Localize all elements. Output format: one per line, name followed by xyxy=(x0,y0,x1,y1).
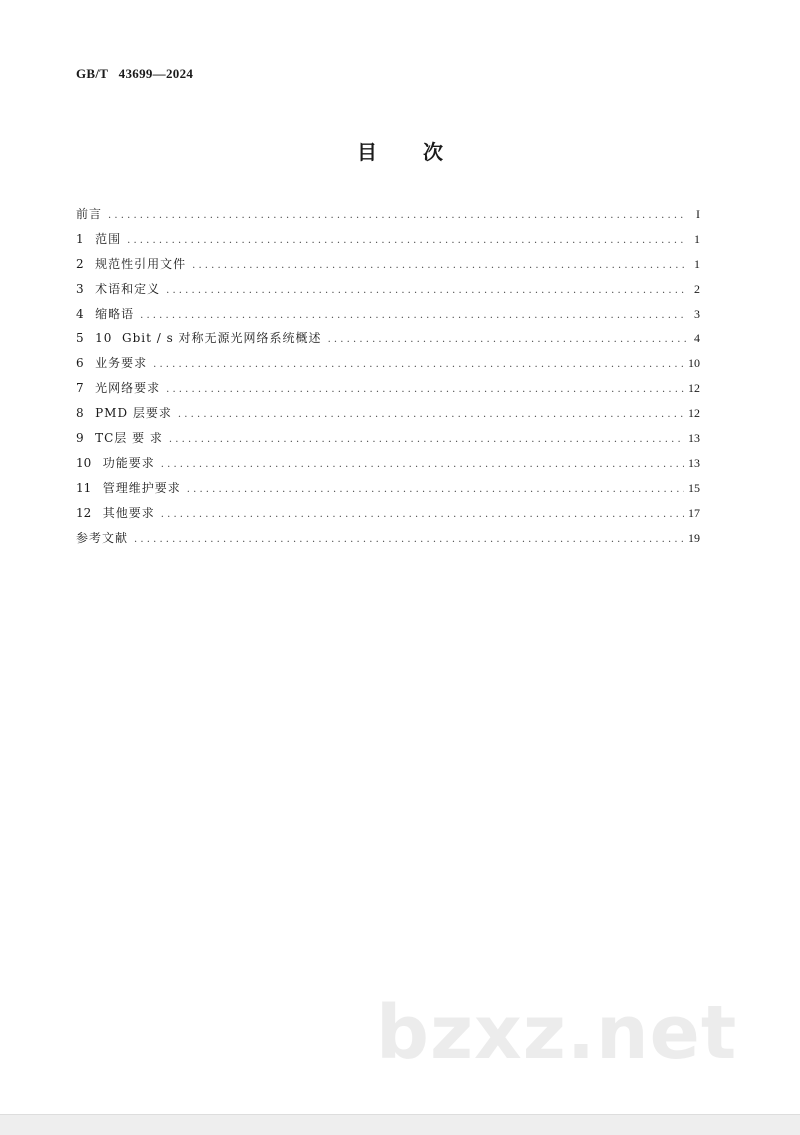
toc-entry-number: 11 xyxy=(76,480,103,495)
toc-dot-leader xyxy=(187,478,684,503)
toc-entry-label: 其他要求 xyxy=(102,505,155,520)
toc-entry[interactable] xyxy=(76,351,700,376)
toc-entry[interactable] xyxy=(76,451,700,476)
toc-entry-page: 15 xyxy=(688,480,700,495)
toc-entry-page: 4 xyxy=(694,331,700,346)
toc-dot-leader xyxy=(108,204,686,229)
toc-entry[interactable] xyxy=(76,401,700,426)
toc-entry-page: 13 xyxy=(688,455,700,470)
standard-code: GB/T 43699—2024 xyxy=(76,66,194,81)
toc-entry-page: 13 xyxy=(688,431,700,446)
toc-entry[interactable] xyxy=(76,526,700,551)
toc-dot-leader xyxy=(328,328,686,353)
toc-dot-leader xyxy=(161,503,684,528)
toc-dot-leader xyxy=(127,229,686,254)
toc-entry-page: 10 xyxy=(688,356,700,371)
toc-entry-label: TC层 要 求 xyxy=(95,431,163,446)
toc-entry-number: 2 xyxy=(76,256,96,271)
toc-dot-leader xyxy=(192,254,686,279)
toc-dot-leader xyxy=(134,528,684,553)
toc-entry-label: 业务要求 xyxy=(95,356,148,371)
toc-dot-leader xyxy=(166,378,684,403)
toc-dot-leader xyxy=(161,453,684,478)
toc-entry-number: 7 xyxy=(76,381,96,396)
toc-entry-number: 6 xyxy=(76,356,96,371)
toc-entry-label: 范围 xyxy=(95,231,122,246)
toc-entry[interactable] xyxy=(76,227,700,252)
toc-entry[interactable] xyxy=(76,277,700,302)
toc-entry-page: I xyxy=(696,207,700,221)
toc-dot-leader xyxy=(140,304,686,329)
watermark-logo: bzxz.net xyxy=(376,990,738,1076)
toc-entry[interactable] xyxy=(76,252,700,277)
toc-entry-page: 3 xyxy=(694,306,700,321)
page-bottom-edge xyxy=(0,1114,800,1135)
toc-entry-number: 5 xyxy=(76,331,96,346)
toc-entry-label: 缩略语 xyxy=(95,306,135,321)
toc-entry-label: 术语和定义 xyxy=(95,281,161,296)
toc-entry-number: 9 xyxy=(76,431,96,446)
toc-entry-number: 1 xyxy=(76,231,96,246)
toc-dot-leader xyxy=(178,403,684,428)
toc-entry-label: 管理维护要求 xyxy=(102,480,181,495)
toc-entry-number: 12 xyxy=(76,505,103,520)
toc-dot-leader xyxy=(166,279,686,304)
toc-entry-number: 4 xyxy=(76,306,96,321)
toc-entry-page: 12 xyxy=(688,381,700,396)
toc-entry[interactable] xyxy=(76,476,700,501)
toc-entry-label: 10 Gbit / s 对称无源光网络系统概述 xyxy=(95,331,322,346)
toc-entry-number: 10 xyxy=(76,455,103,470)
toc-entry-page: 17 xyxy=(688,505,700,520)
toc-entry[interactable] xyxy=(76,426,700,451)
toc-entry[interactable] xyxy=(76,302,700,327)
toc-entry-label: 前言 xyxy=(76,207,103,221)
toc-entry-label: 规范性引用文件 xyxy=(95,256,187,271)
toc-entry-label: 参考文献 xyxy=(76,530,129,545)
toc-entry-label: 功能要求 xyxy=(102,455,155,470)
toc-dot-leader xyxy=(153,353,684,378)
toc-entry-label: 光网络要求 xyxy=(95,381,161,396)
toc-entry[interactable] xyxy=(76,326,700,351)
toc-entry-page: 19 xyxy=(688,530,700,545)
toc-title: 目次 xyxy=(357,140,489,164)
toc-entry-label: PMD 层要求 xyxy=(95,406,172,421)
toc-dot-leader xyxy=(169,428,684,453)
toc-entry-page: 1 xyxy=(694,256,700,271)
toc-list xyxy=(76,202,700,550)
toc-entry-page: 1 xyxy=(694,231,700,246)
toc-entry-page: 2 xyxy=(694,281,700,296)
toc-entry-number: 3 xyxy=(76,281,96,296)
toc-entry[interactable] xyxy=(76,501,700,526)
toc-entry[interactable] xyxy=(76,202,700,227)
toc-entry[interactable] xyxy=(76,376,700,401)
toc-entry-page: 12 xyxy=(688,406,700,421)
toc-entry-number: 8 xyxy=(76,406,96,421)
